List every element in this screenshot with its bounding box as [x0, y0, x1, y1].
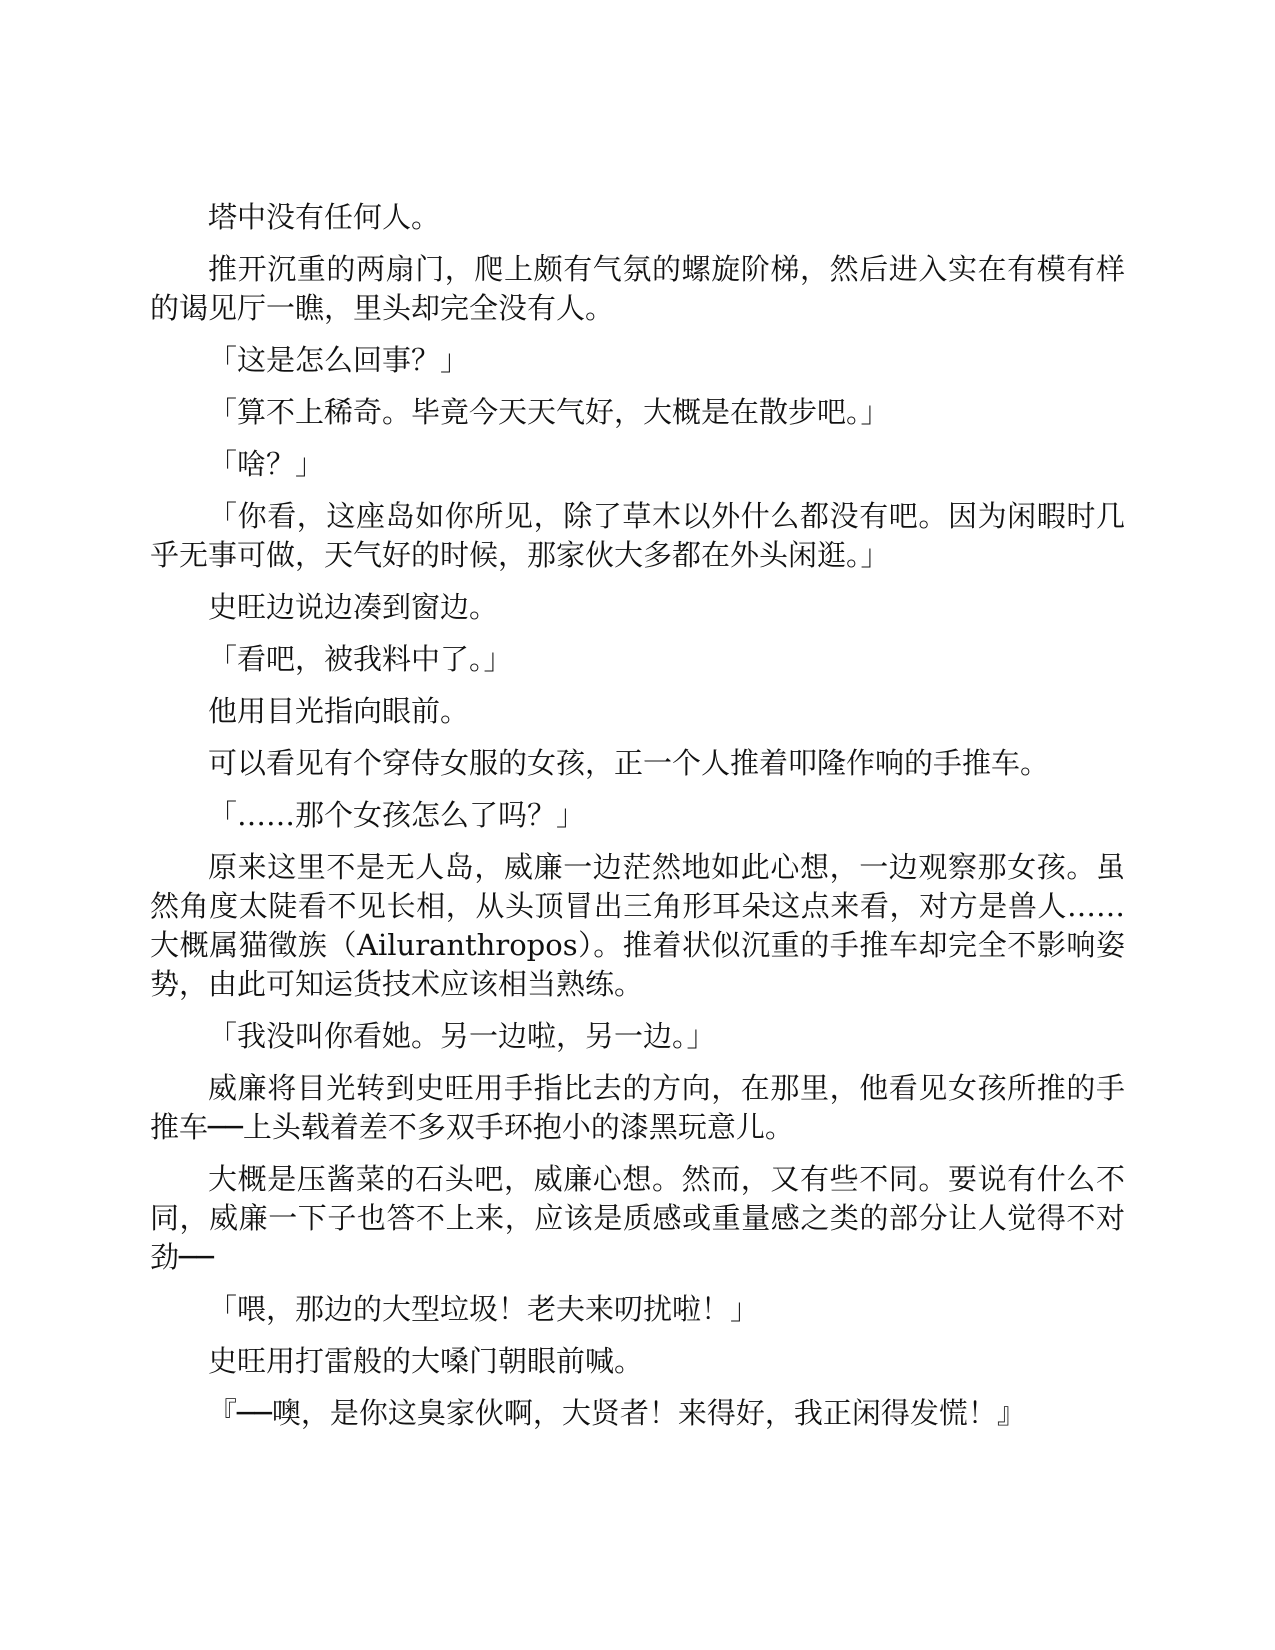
paragraph: 『──噢，是你这臭家伙啊，大贤者！来得好，我正闲得发慌！』: [208, 1396, 1026, 1430]
paragraph: 推开沉重的两扇门，爬上颇有气氛的螺旋阶梯，然后进入实在有模有样的谒见厅一瞧，里头却完全没有人。: [150, 252, 1125, 325]
paragraph: 「喂，那边的大型垃圾！老夫来叨扰啦！」: [208, 1292, 760, 1326]
paragraph: 可以看见有个穿侍女服的女孩，正一个人推着叩隆作响的手推车。: [208, 746, 1050, 780]
page-body: [150, 198, 1125, 1446]
paragraph: 大概是压酱菜的石头吧，威廉心想。然而，又有些不同。要说有什么不同，威廉一下子也答不上来，应该是质感或重量感之类的部分让人觉得不对劲──: [150, 1162, 1125, 1274]
paragraph: 威廉将目光转到史旺用手指比去的方向，在那里，他看见女孩所推的手推车──上头载着差不多双手环抱小的漆黑玩意儿。: [150, 1071, 1125, 1144]
paragraph: 原来这里不是无人岛，威廉一边茫然地如此心想，一边观察那女孩。虽然角度太陡看不见长相，从头顶冒出三角形耳朵这点来看，对方是兽人……大概属猫徵族（Ailuranthropos）。推着状似沉重的手推车却完全不影响姿势，由此可知运货技术应该相当熟练。: [150, 850, 1125, 1001]
paragraph: 史旺边说边凑到窗边。: [208, 590, 499, 624]
paragraph: 塔中没有任何人。: [208, 200, 441, 234]
paragraph: 「你看，这座岛如你所见，除了草木以外什么都没有吧。因为闲暇时几乎无事可做，天气好的时候，那家伙大多都在外头闲逛。」: [150, 499, 1125, 572]
paragraph: 「啥？」: [208, 447, 325, 481]
paragraph: 史旺用打雷般的大嗓门朝眼前喊。: [208, 1344, 644, 1378]
paragraph: 「这是怎么回事？」: [208, 343, 470, 377]
paragraph: 「我没叫你看她。另一边啦，另一边。」: [208, 1019, 716, 1053]
paragraph: 「……那个女孩怎么了吗？」: [208, 798, 586, 832]
paragraph: 他用目光指向眼前。: [208, 694, 470, 728]
paragraph: 「看吧，被我料中了。」: [208, 642, 513, 676]
paragraph: 「算不上稀奇。毕竟今天天气好，大概是在散步吧。」: [208, 395, 890, 429]
